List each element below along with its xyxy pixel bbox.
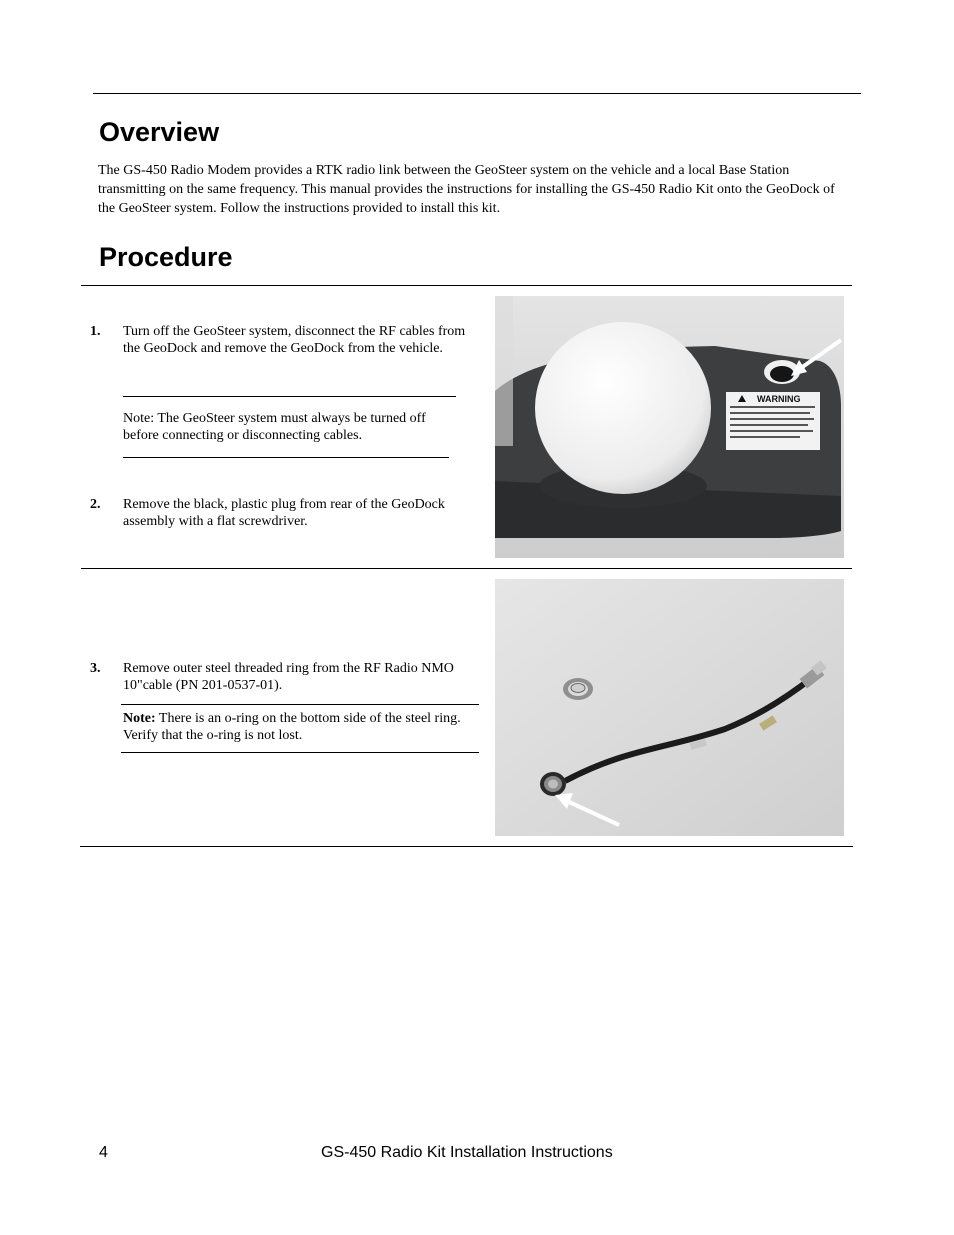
nmo-connector-icon — [540, 772, 566, 796]
step-3-note-text: There is an o-ring on the bottom side of the steel ring. Verify that the o-ring is not lost. — [123, 711, 461, 743]
step-1-note-rule-top — [123, 396, 456, 397]
step-2-number: 2. — [90, 497, 101, 512]
overview-paragraph: The GS-450 Radio Modem provides a RTK radio link between the GeoSteer system on the vehicle and a local Base Station transmitting on the same frequency. This manual provides the instructions for installing the GS-450 Radio Kit onto the GeoDock of the GeoSteer system. Follow the instructions provided to install this kit. — [98, 163, 835, 216]
footer-title: GS-450 Radio Kit Installation Instructions — [321, 1144, 613, 1161]
step-1-note: Note: The GeoSteer system must always be turned off before connecting or disconnecting cables. — [123, 411, 426, 443]
geodock-photo — [495, 296, 844, 558]
top-rule — [93, 93, 861, 94]
page-number: 4 — [99, 1144, 108, 1161]
step-3-note-rule-bottom — [121, 752, 479, 753]
step-3-note — [123, 710, 473, 744]
threaded-ring-icon — [563, 678, 593, 700]
step-1-text: Turn off the GeoSteer system, disconnect the RF cables from the GeoDock and remove the GeoDock from the vehicle. — [123, 324, 466, 356]
step-3-note-label: Note: — [123, 711, 156, 726]
procedure-bottom-rule — [80, 846, 853, 847]
warning-label: WARNING — [757, 394, 801, 404]
procedure-mid-rule — [81, 568, 852, 569]
procedure-heading: Procedure — [99, 242, 233, 272]
step-1-number: 1. — [90, 324, 101, 339]
cable-photo — [495, 579, 844, 836]
step-3-note-rule-top — [121, 704, 479, 705]
cable-illustration — [495, 579, 844, 836]
step-3-text: Remove outer steel threaded ring from the RF Radio NMO 10"cable (PN 201-0537-01). — [123, 661, 454, 693]
geodock-illustration — [495, 296, 844, 558]
procedure-top-rule — [81, 285, 852, 286]
step-2-text: Remove the black, plastic plug from rear of the GeoDock assembly with a flat screwdriver. — [123, 497, 445, 529]
step-1-note-rule-bottom — [123, 457, 449, 458]
overview-heading: Overview — [99, 117, 220, 147]
step-3-number: 3. — [90, 661, 101, 676]
